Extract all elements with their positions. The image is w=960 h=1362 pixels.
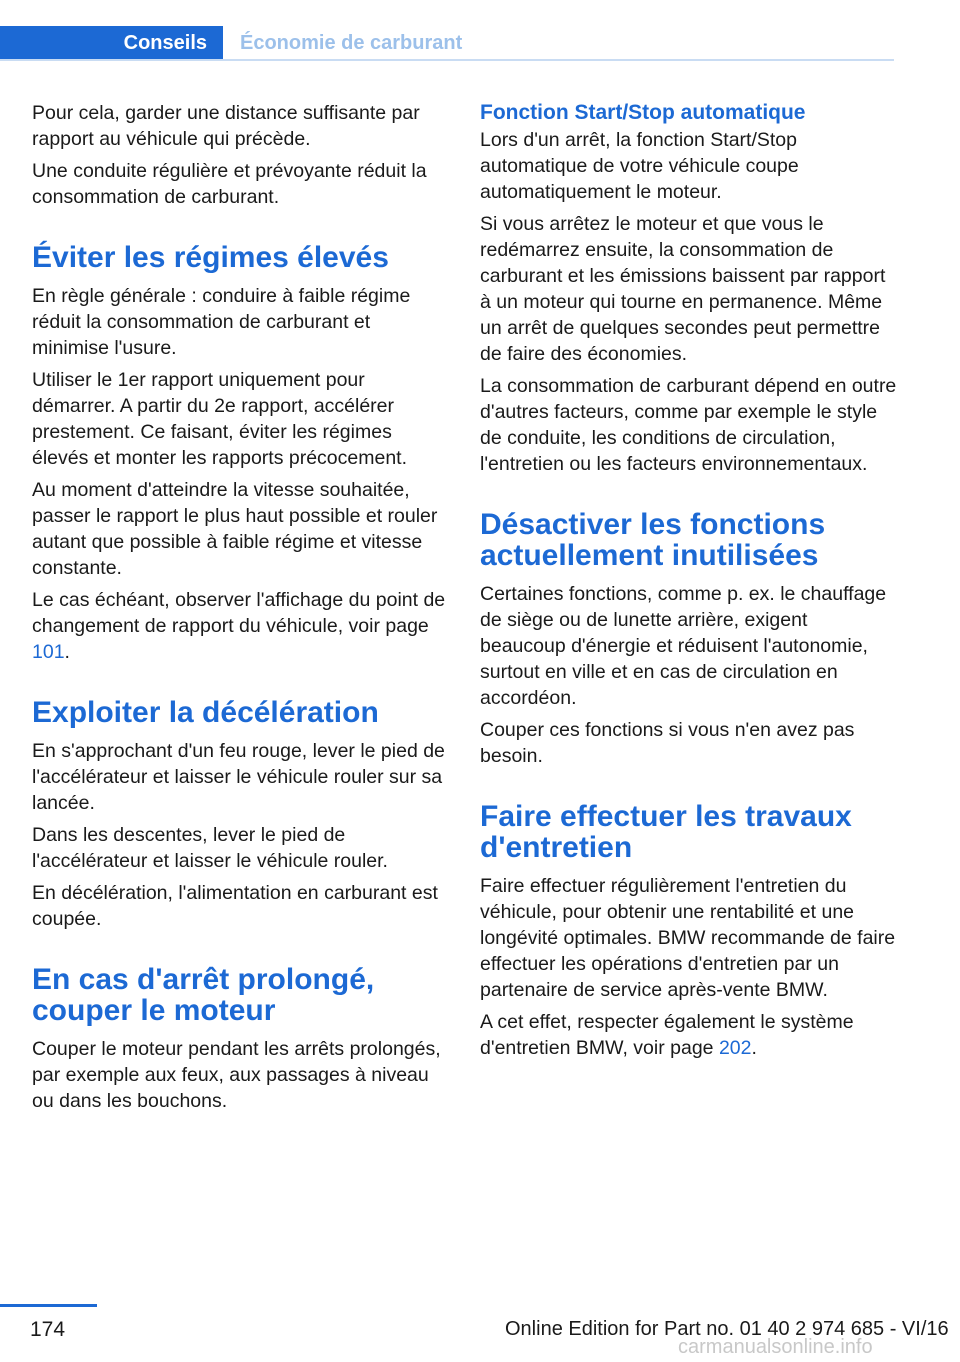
paragraph-with-link [32, 587, 450, 665]
paragraph: En s'approchant d'un feu rouge, lever le pied de l'accélérateur et laisser le véhicule rouler sur sa lancée. [32, 740, 445, 814]
right-column [480, 100, 898, 1067]
paragraph: En décélération, l'alimentation en carburant est coupée. [32, 882, 438, 930]
tab-economie-carburant[interactable] [240, 26, 462, 60]
paragraph: Une conduite régulière et prévoyante réduit la consommation de carburant. [32, 160, 427, 208]
left-column [32, 100, 450, 1120]
heading-deceleration: Exploiter la décélération [32, 696, 379, 729]
paragraph-with-link [480, 1009, 898, 1061]
paragraph: Certaines fonctions, comme p. ex. le chauffage de siège ou de lunette arrière, exigent beaucoup d'énergie et réduisent l'autonomie, surtout en ville et en cas de circulation en accordéon. [480, 583, 887, 709]
paragraph: Si vous arrêtez le moteur et que vous le redémarrez ensuite, la consommation de carburant et les émissions baissent par rapport à un moteur qui tourne en permanence. Même un arrêt de quelques secondes peut permettre de faire des économies. [480, 213, 886, 365]
heading-desactiver: Désactiver les fonctions actuellement inutilisées [480, 508, 826, 572]
paragraph: Faire effectuer régulièrement l'entretien du véhicule, pour obtenir une rentabilité et une longévité optimales. BMW recommande de faire effectuer les opérations d'entretien par un partenaire de service après-vente BMW. [480, 875, 896, 1001]
paragraph: Lors d'un arrêt, la fonction Start/Stop automatique de votre véhicule coupe automatiquement le moteur. [480, 129, 799, 203]
header-divider [0, 59, 894, 61]
page-link-202[interactable]: 202 [718, 1037, 752, 1059]
paragraph: Au moment d'atteindre la vitesse souhaitée, passer le rapport le plus haut possible et rouler autant que possible à faible régime et vitesse constante. [32, 479, 438, 579]
paragraph-text: Le cas échéant, observer l'affichage du point de changement de rapport du véhicule, voir page [32, 589, 446, 637]
paragraph: Couper le moteur pendant les arrêts prolongés, par exemple aux feux, aux passages à niveau ou dans les bouchons. [32, 1038, 441, 1112]
paragraph: Utiliser le 1er rapport uniquement pour démarrer. A partir du 2e rapport, accélérer prestement. Ce faisant, éviter les régimes élevés et monter les rapports précocement. [32, 369, 408, 469]
heading-start-stop: Fonction Start/Stop automatique [480, 101, 806, 124]
heading-regimes: Éviter les régimes élevés [32, 241, 389, 274]
page-link-101[interactable]: 101 [32, 641, 65, 663]
paragraph-end: . [64, 641, 70, 663]
paragraph: En règle générale : conduire à faible régime réduit la consommation de carburant et minimise l'usure. [32, 285, 411, 359]
tab-economie-label: Économie de carburant [240, 31, 463, 54]
header-tab-bar [0, 26, 894, 62]
footer-accent-line [0, 1304, 97, 1307]
tab-conseils[interactable] [0, 26, 223, 60]
paragraph-end: . [751, 1037, 757, 1059]
paragraph-text: A cet effet, respecter également le système d'entretien BMW, voir page [480, 1011, 854, 1059]
edition-info: Online Edition for Part no. 01 40 2 974 685 - VI/16 [505, 1318, 949, 1340]
heading-arret-prolonge: En cas d'arrêt prolongé, couper le moteur [32, 963, 375, 1027]
page-number: 174 [30, 1318, 66, 1341]
tab-conseils-label: Conseils [123, 31, 207, 54]
paragraph: Pour cela, garder une distance suffisante par rapport au véhicule qui précède. [32, 102, 420, 150]
heading-entretien: Faire effectuer les travaux d'entretien [480, 800, 852, 864]
watermark: carmanualsonline.info [678, 1336, 873, 1358]
paragraph: La consommation de carburant dépend en outre d'autres facteurs, comme par exemple le style de conduite, les conditions de circulation, l'entretien ou les facteurs environnementaux. [480, 375, 897, 475]
paragraph: Dans les descentes, lever le pied de l'accélérateur et laisser le véhicule rouler. [32, 824, 388, 872]
paragraph: Couper ces fonctions si vous n'en avez pas besoin. [480, 719, 855, 767]
